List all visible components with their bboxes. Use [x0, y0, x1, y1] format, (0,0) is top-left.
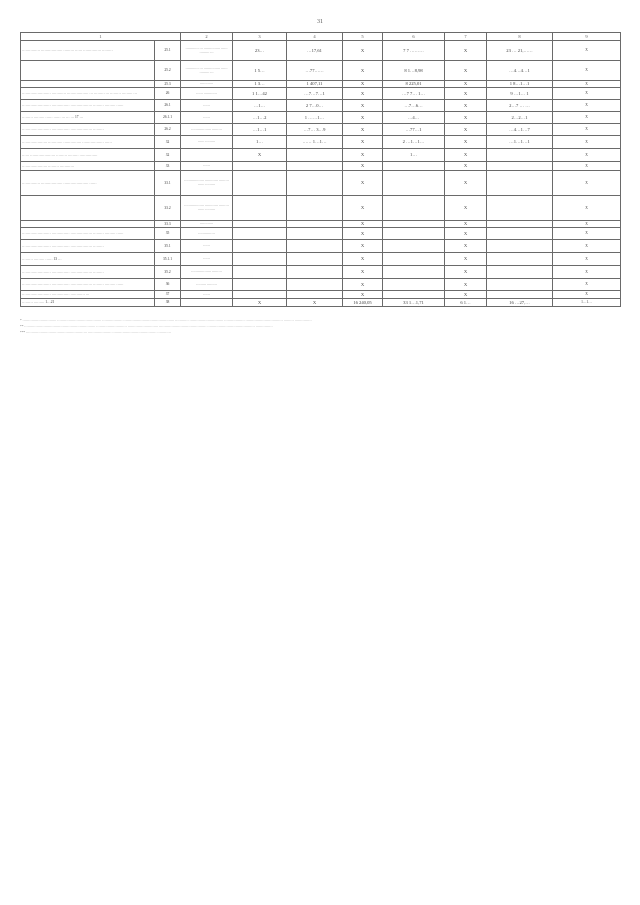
- table-cell: …………… ……………… ………………… ……: [21, 171, 155, 196]
- table-cell: …1…1: [233, 124, 287, 136]
- table-cell: 1…1…: [553, 299, 621, 307]
- table-cell: …4…4…1: [487, 61, 553, 81]
- table-cell: 26.2: [155, 124, 181, 136]
- table-cell: 35: [155, 228, 181, 240]
- table-cell: [233, 266, 287, 279]
- table-cell: X: [553, 291, 621, 299]
- table-cell: [487, 291, 553, 299]
- table-cell: [383, 266, 445, 279]
- header-row: [21, 33, 621, 41]
- table-row: [21, 221, 621, 228]
- table-cell: ……… ……… …… 13 …: [21, 253, 155, 266]
- table-cell: X: [553, 61, 621, 81]
- table-cell: X: [233, 299, 287, 307]
- table-cell: 25.2: [155, 61, 181, 81]
- table-cell: X: [343, 171, 383, 196]
- table-cell: [21, 221, 155, 228]
- table-cell: X: [445, 266, 487, 279]
- table-cell: 26.1: [155, 100, 181, 112]
- table-cell: [233, 221, 287, 228]
- table-cell: [233, 196, 287, 221]
- table-cell: [287, 279, 343, 291]
- table-cell: X: [445, 136, 487, 149]
- table-cell: 16 240,05: [343, 299, 383, 307]
- table-cell: ……… ……… …… …… … … … 17 …: [21, 112, 155, 124]
- table-cell: …………………… ………… ……………… … ……… … ……… ……… …: [21, 88, 155, 100]
- table-row: [21, 266, 621, 279]
- table-cell: …7…6…: [383, 100, 445, 112]
- table-row: [21, 136, 621, 149]
- table-cell: [181, 299, 233, 307]
- table-cell: X: [553, 149, 621, 162]
- table-cell: [287, 240, 343, 253]
- table-cell: [383, 221, 445, 228]
- table-cell: ……: [181, 253, 233, 266]
- table-cell: X: [343, 41, 383, 61]
- table-body: [21, 33, 621, 307]
- page-number: 31: [317, 19, 323, 25]
- table-cell: [233, 240, 287, 253]
- table-cell: …1…: [233, 100, 287, 112]
- table-cell: [287, 149, 343, 162]
- table-row: [21, 81, 621, 88]
- table-cell: [21, 196, 155, 221]
- table-cell: …1…1…1: [487, 136, 553, 149]
- table-cell: …………………… …………… ………… …: [21, 291, 155, 299]
- table-row: [21, 279, 621, 291]
- table-cell: [233, 171, 287, 196]
- table-cell: X: [343, 240, 383, 253]
- table-cell: [383, 253, 445, 266]
- table-row: [21, 240, 621, 253]
- table-cell: [487, 253, 553, 266]
- table-cell: X: [445, 171, 487, 196]
- table-cell: 2…7 … …: [487, 100, 553, 112]
- table-cell: 2…2…1: [487, 112, 553, 124]
- table-cell: …………………… …………… ……………… ……… ……… ……: [21, 100, 155, 112]
- table-cell: X: [343, 196, 383, 221]
- table-cell: X: [553, 253, 621, 266]
- table-cell: X: [343, 100, 383, 112]
- table-cell: X: [343, 112, 383, 124]
- table-cell: 35.1.1: [155, 253, 181, 266]
- table-cell: X: [553, 100, 621, 112]
- table-cell: ……: [181, 291, 233, 299]
- table-cell: ……………… ………… ……… …… ………: [181, 171, 233, 196]
- footnote: ** ……………………………………………………… ……………………… ……………………… …………………………………… …………………………………… ……………: [20, 324, 273, 328]
- table-cell: 1 407,11: [287, 81, 343, 88]
- table-cell: [383, 228, 445, 240]
- table-cell: X: [343, 162, 383, 171]
- table-cell: 33: [155, 162, 181, 171]
- table-cell: X: [445, 279, 487, 291]
- table-cell: X: [553, 112, 621, 124]
- table-cell: …………: [181, 81, 233, 88]
- table-cell: X: [445, 196, 487, 221]
- table-cell: X: [343, 291, 383, 299]
- table-cell: ………………… ……… …………: [21, 162, 155, 171]
- table-cell: X: [343, 124, 383, 136]
- header-cell: 1: [21, 33, 181, 41]
- table-cell: X: [445, 253, 487, 266]
- table-cell: [487, 279, 553, 291]
- table-cell: 35.1: [155, 240, 181, 253]
- table-cell: X: [445, 162, 487, 171]
- table-cell: X: [445, 100, 487, 112]
- table-cell: X: [343, 221, 383, 228]
- table-cell: 25.3: [155, 81, 181, 88]
- table-cell: [287, 162, 343, 171]
- table-cell: [487, 171, 553, 196]
- table-row: [21, 61, 621, 81]
- table-row: [21, 88, 621, 100]
- table-cell: [487, 149, 553, 162]
- table-cell: 23…: [233, 41, 287, 61]
- table-cell: X: [445, 221, 487, 228]
- table-cell: X: [343, 61, 383, 81]
- table-cell: X: [445, 240, 487, 253]
- header-cell: 8: [487, 33, 553, 41]
- table-row: [21, 291, 621, 299]
- table-cell: ………… … …………… …… ……… …: [181, 61, 233, 81]
- table-cell: 6 1…: [445, 299, 487, 307]
- table-cell: 33.2: [155, 196, 181, 221]
- table-cell: …7…7…1: [287, 88, 343, 100]
- table-cell: 36: [155, 279, 181, 291]
- header-cell: 9: [553, 33, 621, 41]
- table-cell: X: [445, 41, 487, 61]
- table-cell: [487, 240, 553, 253]
- table-cell: [487, 266, 553, 279]
- table-cell: [487, 196, 553, 221]
- table-cell: …4…1…7: [487, 124, 553, 136]
- table-cell: 16 …27,…: [487, 299, 553, 307]
- table-cell: …77…1: [383, 124, 445, 136]
- table-cell: X: [553, 266, 621, 279]
- table-cell: X: [553, 196, 621, 221]
- table-cell: X: [553, 136, 621, 149]
- table-cell: ……………… ………… ……… …… ………: [181, 196, 233, 221]
- table-cell: ……: [181, 112, 233, 124]
- table-cell: [287, 266, 343, 279]
- table-cell: X: [343, 228, 383, 240]
- header-cell: 2: [181, 33, 233, 41]
- table-cell: …7 7… 1…: [383, 88, 445, 100]
- table-cell: X: [553, 81, 621, 88]
- table-cell: X: [445, 291, 487, 299]
- table-row: [21, 196, 621, 221]
- table-row: [21, 124, 621, 136]
- statistics-table: [20, 32, 621, 307]
- table-row: [21, 41, 621, 61]
- table-cell: [383, 279, 445, 291]
- table-cell: 33.3: [155, 221, 181, 228]
- table-row: [21, 299, 621, 307]
- table-cell: 33 1…1,71: [383, 299, 445, 307]
- table-cell: X: [553, 41, 621, 61]
- table-cell: [487, 228, 553, 240]
- table-cell: …………………… …………… ……………… ………: [21, 266, 155, 279]
- table-cell: [233, 162, 287, 171]
- table-cell: …4…: [383, 112, 445, 124]
- table-cell: [233, 279, 287, 291]
- table-cell: [383, 196, 445, 221]
- table-cell: X: [445, 61, 487, 81]
- table-cell: X: [287, 299, 343, 307]
- table-cell: 1 8…1…1: [487, 81, 553, 88]
- table-cell: X: [553, 228, 621, 240]
- table-cell: 38: [155, 299, 181, 307]
- table-cell: X: [343, 88, 383, 100]
- table-cell: 1 ……1…: [287, 112, 343, 124]
- table-cell: …… ………: [181, 136, 233, 149]
- table-cell: [383, 171, 445, 196]
- table-cell: …77……: [287, 61, 343, 81]
- header-cell: 7: [445, 33, 487, 41]
- table-cell: …1…2: [233, 112, 287, 124]
- header-cell: 6: [383, 33, 445, 41]
- table-cell: X: [553, 279, 621, 291]
- table-cell: X: [343, 136, 383, 149]
- table-cell: [233, 291, 287, 299]
- table-cell: X: [553, 171, 621, 196]
- table-row: [21, 149, 621, 162]
- table-cell: 2 7…0…: [287, 100, 343, 112]
- table-cell: …7… 3…9: [287, 124, 343, 136]
- table-cell: [287, 171, 343, 196]
- table-cell: ……………… ………: [181, 266, 233, 279]
- table-cell: X: [445, 81, 487, 88]
- table-cell: …………: [181, 221, 233, 228]
- table-cell: ……… ……… 1…21: [21, 299, 155, 307]
- table-row: [21, 171, 621, 196]
- table-cell: 9 …1… 1: [487, 88, 553, 100]
- table-cell: [383, 240, 445, 253]
- table-cell: ……: [181, 100, 233, 112]
- table-cell: X: [343, 81, 383, 88]
- table-cell: …17,61: [287, 41, 343, 61]
- table-cell: [487, 221, 553, 228]
- table-cell: X: [445, 149, 487, 162]
- table-cell: X: [553, 162, 621, 171]
- table-cell: [287, 196, 343, 221]
- table-cell: X: [445, 88, 487, 100]
- table-cell: 1…: [383, 149, 445, 162]
- table-row: [21, 100, 621, 112]
- table-cell: [383, 291, 445, 299]
- table-cell: 25.1: [155, 41, 181, 61]
- table-cell: ……………… ………: [181, 124, 233, 136]
- table-cell: 1 1…42: [233, 88, 287, 100]
- table-cell: …………………… …………… ……………… ……… ……… ……: [21, 228, 155, 240]
- header-cell: 3: [233, 33, 287, 41]
- table-cell: ……… ………: [181, 279, 233, 291]
- table-cell: 8 225,01: [383, 81, 445, 88]
- table-cell: …………… ……………… ……… …… …………… ………: [21, 41, 155, 61]
- table-row: [21, 162, 621, 171]
- table-cell: ……: [181, 162, 233, 171]
- table-cell: X: [445, 124, 487, 136]
- table-cell: X: [343, 253, 383, 266]
- table-row: [21, 112, 621, 124]
- table-cell: …………………… …………… ……………… ……… ……… ……: [21, 279, 155, 291]
- table-cell: 26: [155, 88, 181, 100]
- table-cell: X: [445, 112, 487, 124]
- table-cell: X: [343, 266, 383, 279]
- table-cell: X: [343, 279, 383, 291]
- header-cell: 4: [287, 33, 343, 41]
- table-cell: X: [553, 240, 621, 253]
- table-cell: 32: [155, 149, 181, 162]
- table-cell: [181, 149, 233, 162]
- table-cell: 23 … 21,……: [487, 41, 553, 61]
- table-cell: 26.1.1: [155, 112, 181, 124]
- table-cell: …………………… …………… ……………… ………: [21, 240, 155, 253]
- table-cell: 8 1…8,98: [383, 61, 445, 81]
- table-cell: ……: [181, 240, 233, 253]
- table-cell: [287, 291, 343, 299]
- table-cell: X: [553, 221, 621, 228]
- table-cell: …… 1…1…: [287, 136, 343, 149]
- table-cell: X: [553, 88, 621, 100]
- table-cell: …………………… …………… ……………… ………: [21, 124, 155, 136]
- table-row: [21, 228, 621, 240]
- table-cell: [21, 81, 155, 88]
- table-cell: 1…: [233, 136, 287, 149]
- table-cell: …… ………………… ……… ……… ……………: [21, 149, 155, 162]
- table-cell: X: [445, 228, 487, 240]
- table-cell: [287, 228, 343, 240]
- table-cell: 33.1: [155, 171, 181, 196]
- table-cell: 2 …1…1…: [383, 136, 445, 149]
- table-row: [21, 253, 621, 266]
- table-cell: ………………… ………… …………… ……………… ……: [21, 136, 155, 149]
- table-cell: 32: [155, 136, 181, 149]
- table-cell: 35.2: [155, 266, 181, 279]
- header-cell: 5: [343, 33, 383, 41]
- table-cell: 1 3…: [233, 81, 287, 88]
- table-cell: [233, 253, 287, 266]
- table-cell: ………… … …………… …… ……… …: [181, 41, 233, 61]
- table-cell: [287, 221, 343, 228]
- table-cell: [287, 253, 343, 266]
- footnote: *** ……………………………………………… ………………… ………………………………… …………: [20, 330, 171, 334]
- table-cell: [487, 162, 553, 171]
- footnote: * ………………………… ………………………………… ……………… ……………………………………… ………… ………………………… ……………… …………………………… ……… ……………: [20, 318, 312, 322]
- table-cell: 37: [155, 291, 181, 299]
- table-cell: [383, 162, 445, 171]
- table-cell: [233, 228, 287, 240]
- table-cell: [21, 61, 155, 81]
- table-cell: X: [553, 124, 621, 136]
- table-cell: 1 5…: [233, 61, 287, 81]
- table-cell: X: [343, 149, 383, 162]
- table-cell: ……………: [181, 228, 233, 240]
- table-cell: …… …………: [181, 88, 233, 100]
- table-cell: X: [233, 149, 287, 162]
- table-cell: 7 7 ………: [383, 41, 445, 61]
